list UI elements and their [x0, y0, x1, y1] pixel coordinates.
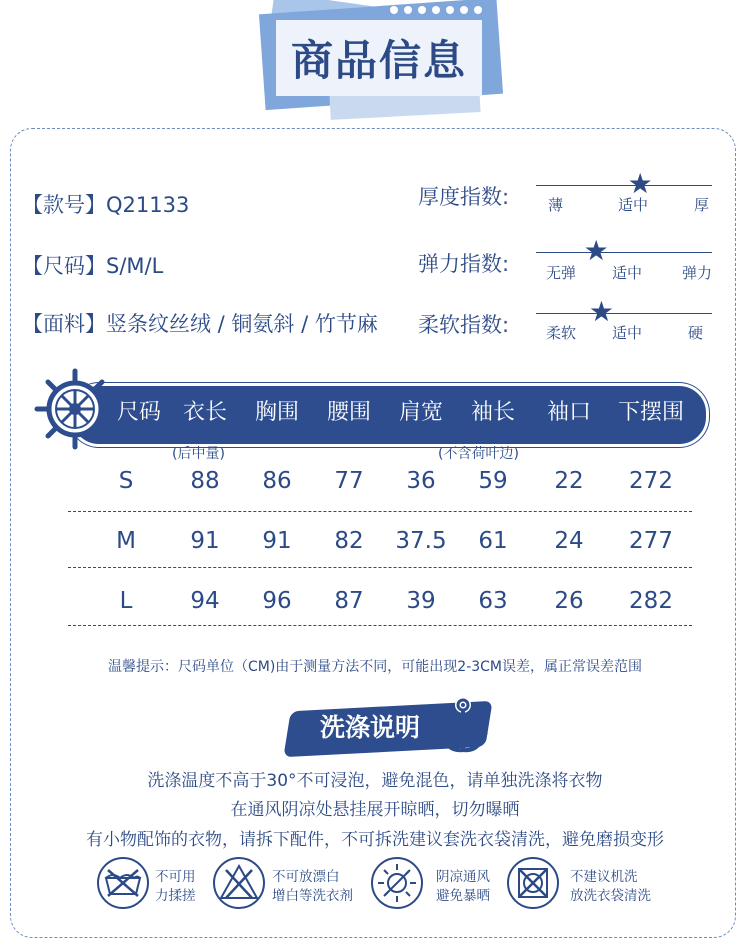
table-cell: 39: [406, 588, 436, 614]
fabric-info: 【面料】竖条纹丝绒 / 铜氨斜 / 竹节麻: [22, 312, 378, 336]
table-cell: 82: [334, 528, 364, 554]
care-text-2: 不可放漂白 增白等洗衣剂: [272, 869, 353, 904]
softness-mid: 适中: [612, 324, 643, 342]
table-cell: 59: [478, 468, 508, 494]
table-cell: 94: [190, 588, 220, 614]
col-header-size: 尺码: [116, 400, 161, 425]
table-cell: 24: [554, 528, 584, 554]
row-divider: [68, 625, 692, 626]
row-divider: [68, 511, 692, 512]
wash-instruction: 有小物配饰的衣物，请拆下配件，不可拆洗建议套洗衣袋清洗，避免磨损变形: [86, 830, 664, 850]
table-cell: 61: [478, 528, 508, 554]
table-cell: 87: [334, 588, 364, 614]
thickness-low: 薄: [548, 196, 564, 214]
table-cell: 86: [262, 468, 292, 494]
table-cell: 22: [554, 468, 584, 494]
elasticity-high: 弹力: [682, 264, 713, 282]
col-header-sleeve: 袖长: [470, 400, 515, 425]
wash-instruction: 在通风阴凉处悬挂展开晾晒，切勿曝晒: [230, 800, 520, 820]
size-cell: S: [118, 468, 134, 494]
table-cell: 88: [190, 468, 220, 494]
softness-index-label: 柔软指数:: [418, 313, 510, 337]
table-cell: 282: [629, 588, 673, 614]
elasticity-low: 无弹: [546, 264, 577, 282]
style-number: 【款号】Q21133: [22, 193, 190, 217]
col-header-hem: 下摆围: [617, 400, 684, 425]
table-cell: 36: [406, 468, 436, 494]
thickness-scale: [536, 185, 712, 186]
col-header-cuff: 袖口: [546, 400, 591, 425]
thickness-mid: 适中: [618, 196, 649, 214]
header-dots: [390, 6, 490, 16]
size-cell: M: [116, 528, 136, 554]
no-bleach-icon: [212, 856, 266, 910]
table-cell: 91: [262, 528, 292, 554]
row-divider: [68, 567, 692, 568]
hem-note: (不含荷叶边): [438, 446, 519, 462]
table-cell: 91: [190, 528, 220, 554]
size-tip: 温馨提示：尺码单位（CM)由于测量方法不同，可能出现2-3CM误差，属正常误差范围: [107, 659, 643, 675]
softness-low: 柔软: [546, 324, 577, 342]
size-cell: L: [119, 588, 133, 614]
table-cell: 96: [262, 588, 292, 614]
table-cell: 63: [478, 588, 508, 614]
col-header-waist: 腰围: [326, 400, 371, 425]
shade-dry-icon: [370, 856, 424, 910]
header-title-box: [276, 20, 482, 96]
table-cell: 26: [554, 588, 584, 614]
no-hand-wash-icon: [96, 856, 150, 910]
softness-high: 硬: [688, 324, 704, 342]
table-cell: 277: [629, 528, 673, 554]
table-cell: 77: [334, 468, 364, 494]
length-note: (后中量): [172, 446, 225, 462]
table-cell: 272: [629, 468, 673, 494]
softness-scale: [536, 313, 712, 314]
thickness-index-label: 厚度指数:: [418, 185, 510, 209]
table-cell: 37.5: [395, 528, 447, 554]
page-title: 商品信息: [290, 36, 467, 85]
no-machine-wash-icon: [506, 856, 560, 910]
col-header-chest: 胸围: [254, 400, 299, 425]
wash-instruction: 洗涤温度不高于30°不可浸泡，避免混色，请单独洗涤将衣物: [147, 771, 603, 791]
col-header-length: 衣长: [182, 400, 227, 425]
elasticity-scale: [536, 252, 712, 253]
elasticity-star-icon: ★: [583, 234, 609, 267]
anchor-icon: [436, 696, 490, 756]
elasticity-index-label: 弹力指数:: [418, 252, 510, 276]
care-text-4: 不建议机洗 放洗衣袋清洗: [570, 869, 651, 904]
wash-title: 洗涤说明: [320, 713, 421, 742]
care-text-3: 阴凉通风 避免暴晒: [436, 869, 490, 904]
elasticity-mid: 适中: [612, 264, 643, 282]
softness-star-icon: ★: [588, 295, 614, 328]
care-text-1: 不可用 力揉搓: [155, 869, 196, 904]
thickness-star-icon: ★: [627, 167, 653, 200]
col-header-shoulder: 肩宽: [398, 400, 443, 425]
thickness-high: 厚: [694, 196, 710, 214]
size-options: 【尺码】S/M/L: [22, 254, 164, 278]
